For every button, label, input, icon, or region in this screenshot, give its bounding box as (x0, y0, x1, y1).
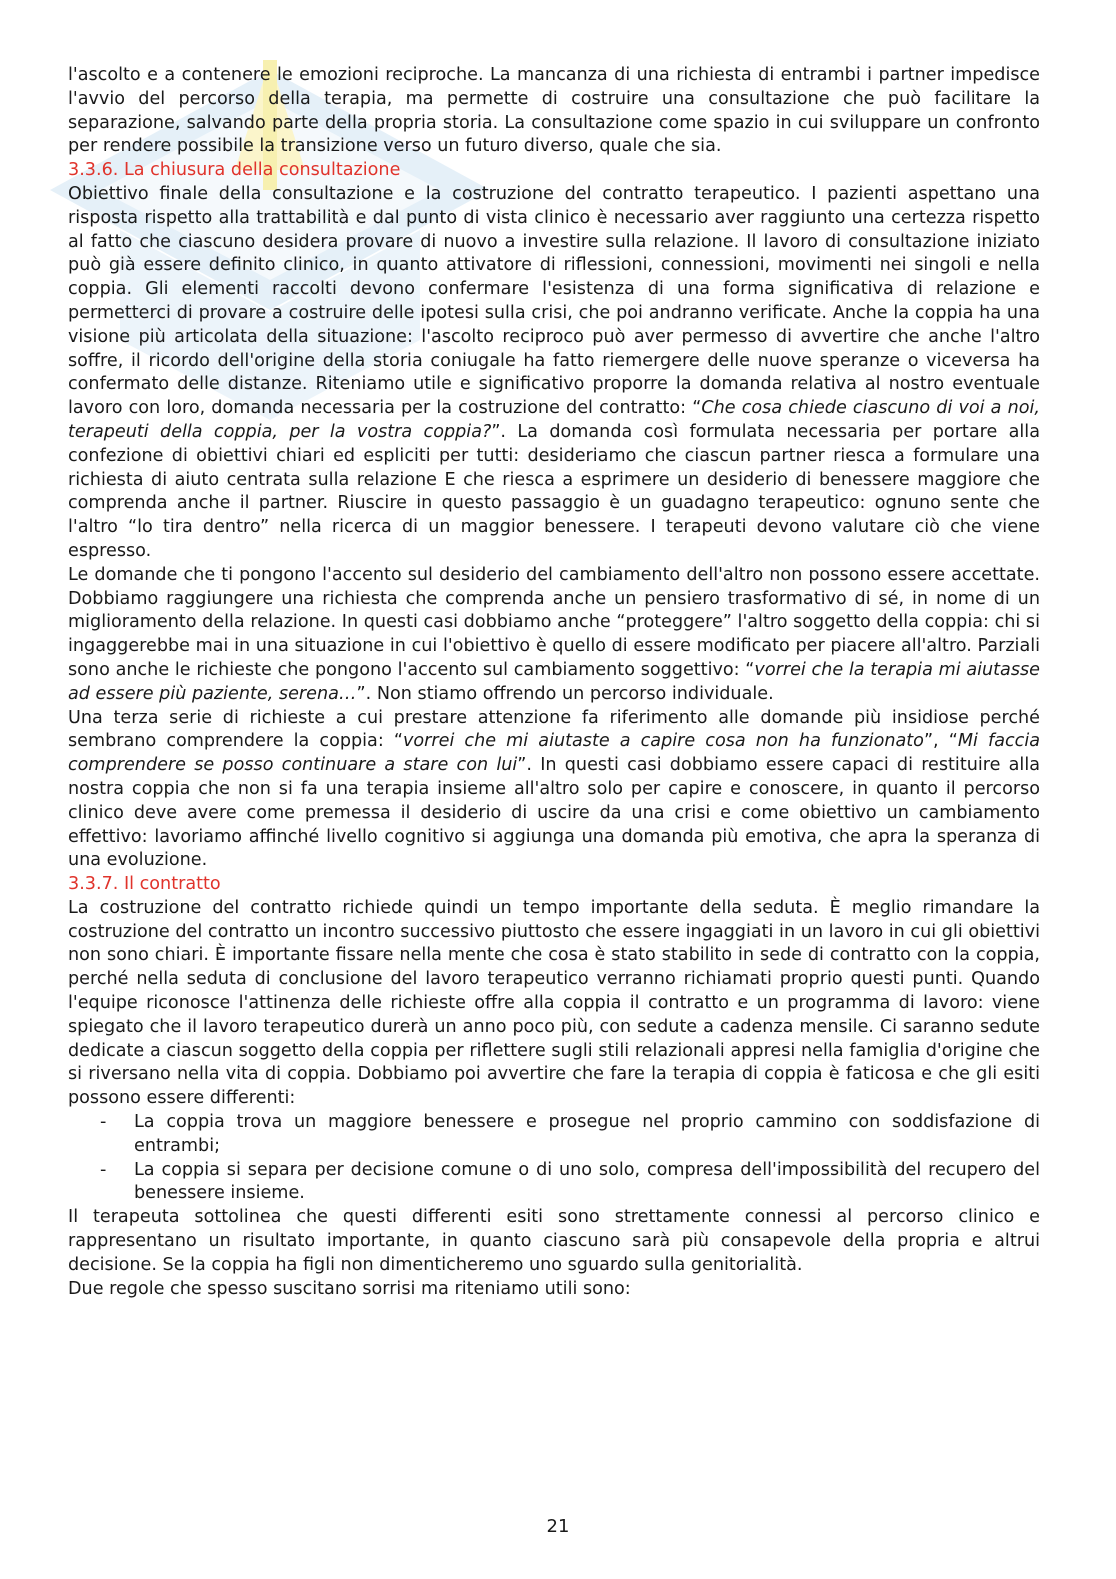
italic-quote: vorrei che mi aiutaste a capire cosa non ha funzionato (402, 731, 924, 752)
paragraph: La costruzione del contratto richiede quindi un tempo importante della seduta. È meglio rimandare la costruzione del contratto un incontro successivo piuttosto che essere ingaggiati in un lavoro in cui gli obiettivi non sono chiari. È importante fissare nella mente che cosa è stato stabilito in sede di contratto con la coppia, perché nella seduta di conclusione del lavoro terapeutico verranno richiamati proprio questi punti. Quando l'equipe riconosce l'attinenza delle richieste offre alla coppia il contratto e un programma di lavoro: viene spiegato che il lavoro terapeutico durerà un anno poco più, con sedute a cadenza mensile. Ci saranno sedute dedicate a ciascun soggetto della coppia per riflettere sugli stili relazionali appresi nella famiglia d'origine che si riversano nella vita di coppia. Dobbiamo poi avvertire che fare la terapia di coppia è faticosa e che gli esiti possono essere differenti: (68, 897, 1040, 1109)
list-item-text: La coppia si separa per decisione comune o di uno solo, compresa dell'impossibilità del recupero del benessere insieme. (134, 1159, 1040, 1204)
italic-quote: Mi faccia comprendere se posso continuare a stare con lui (68, 731, 1041, 776)
section-heading-contratto: 3.3.7. Il contratto (68, 874, 221, 895)
italic-quote: vorrei che la terapia mi aiutasse ad essere più paziente, serena… (68, 659, 1040, 704)
list-item (68, 1111, 1040, 1159)
page-number: 21 (546, 1516, 570, 1537)
paragraph-text: Una terza serie di richieste a cui prestare attenzione fa riferimento alle domande più insidiose perché sembrano comprendere la coppia: “ (68, 707, 1040, 752)
paragraph (68, 564, 1040, 707)
paragraph: Due regole che spesso suscitano sorrisi ma riteniamo utili sono: (68, 1278, 631, 1299)
section-heading-chiusura: 3.3.6. La chiusura della consultazione (68, 160, 401, 181)
paragraph: Il terapeuta sottolinea che questi differenti esiti sono strettamente connessi al percorso clinico e rappresentano un risultato importante, in quanto ciascuno sarà più consapevole della propria e altrui decisione. Se la coppia ha figli non dimenticheremo uno sguardo sulla genitorialità. (68, 1207, 1040, 1275)
paragraph-text: ”. In questi casi dobbiamo essere capaci di restituire alla nostra coppia che non si fa una terapia insieme all'altro solo per capire e conoscere, in quanto il percorso clinico deve avere come premessa il desiderio di uscire da una crisi e come obiettivo un cambiamento effettivo: lavoriamo affinché livello cognitivo si aggiunga una domanda più emotiva, che apra la speranza di una evoluzione. (68, 755, 1040, 871)
paragraph-text: ”. La domanda così formulata necessaria per portare alla confezione di obiettivi chiari ed espliciti per tutti: desideriamo che ciascun partner riesca a formulare una richiesta di aiuto centrata sulla relazione E che riesca a esprimere un desiderio di benessere maggiore che comprenda anche il partner. Riuscire in questo passaggio è un guadagno terapeutico: ognuno sente che l'altro “lo tira dentro” nella ricerca di un maggior benessere. I terapeuti devono valutare ciò che viene espresso. (68, 421, 1040, 561)
list-item (68, 1159, 1040, 1207)
paragraph-text: Le domande che ti pongono l'accento sul desiderio del cambiamento dell'altro non possono essere accettate. Dobbiamo raggiungere una richiesta che comprenda anche un pensiero trasformativo di sé, in nome di un miglioramento della relazione. In questi casi dobbiamo anche “proteggere” l'altro soggetto della coppia: chi si ingaggerebbe mai in una situazione in cui l'obiettivo è quello di essere modificato per piacere all'altro. Parziali sono anche le richieste che pongono l'accento sul cambiamento soggettivo: “ (68, 564, 1040, 680)
italic-quote: Che cosa chiede ciascuno di voi a noi, terapeuti della coppia, per la vostra coppia? (68, 398, 1040, 442)
list-item-text: La coppia trova un maggiore benessere e prosegue nel proprio cammino con soddisfazione di entrambi; (134, 1112, 1040, 1156)
paragraph-text: ”, “ (923, 731, 958, 752)
paragraph (68, 183, 1040, 564)
paragraph-text: Obiettivo finale della consultazione e la costruzione del contratto terapeutico. I pazienti aspettano una risposta rispetto alla trattabilità e dal punto di vista clinico è necessario aver raggiunto una certezza rispetto al fatto che ciascuno desidera provare di nuovo a investire sulla relazione. Il lavoro di consultazione iniziato può già essere definito clinico, in quanto attivatore di riflessioni, connessioni, movimenti nei singoli e nella coppia. Gli elementi raccolti devono confermare l'esistenza di una forma significativa di relazione e permetterci di provare a costruire delle ipotesi sulla crisi, che poi andranno verificate. Anche la coppia ha una visione più articolata della situazione: l'ascolto reciproco può aver permesso di avvertire che anche l'altro soffre, il ricordo dell'origine della storia coniugale ha fatto riemergere delle nuove speranze o viceversa ha confermato delle distanze. Riteniamo utile e significativo proporre la domanda relativa al nostro eventuale lavoro con loro, domanda necessaria per la costruzione del contratto: “ (68, 183, 1040, 419)
list-dash: - (100, 1159, 107, 1180)
paragraph: l'ascolto e a contenere le emozioni reciproche. La mancanza di una richiesta di entrambi i partner impedisce l'avvio del percorso della terapia, ma permette di costruire una consultazione che può facilitare la separazione, salvando parte della propria storia. La consultazione come spazio in cui sviluppare un confronto per rendere possibile la transizione verso un futuro diverso, quale che sia. (68, 65, 1040, 157)
list-dash: - (100, 1112, 107, 1133)
paragraph (68, 707, 1040, 874)
page-body (68, 64, 1040, 1301)
paragraph-text: ”. Non stiamo offrendo un percorso individuale. (356, 683, 774, 704)
outcome-list (68, 1111, 1040, 1206)
